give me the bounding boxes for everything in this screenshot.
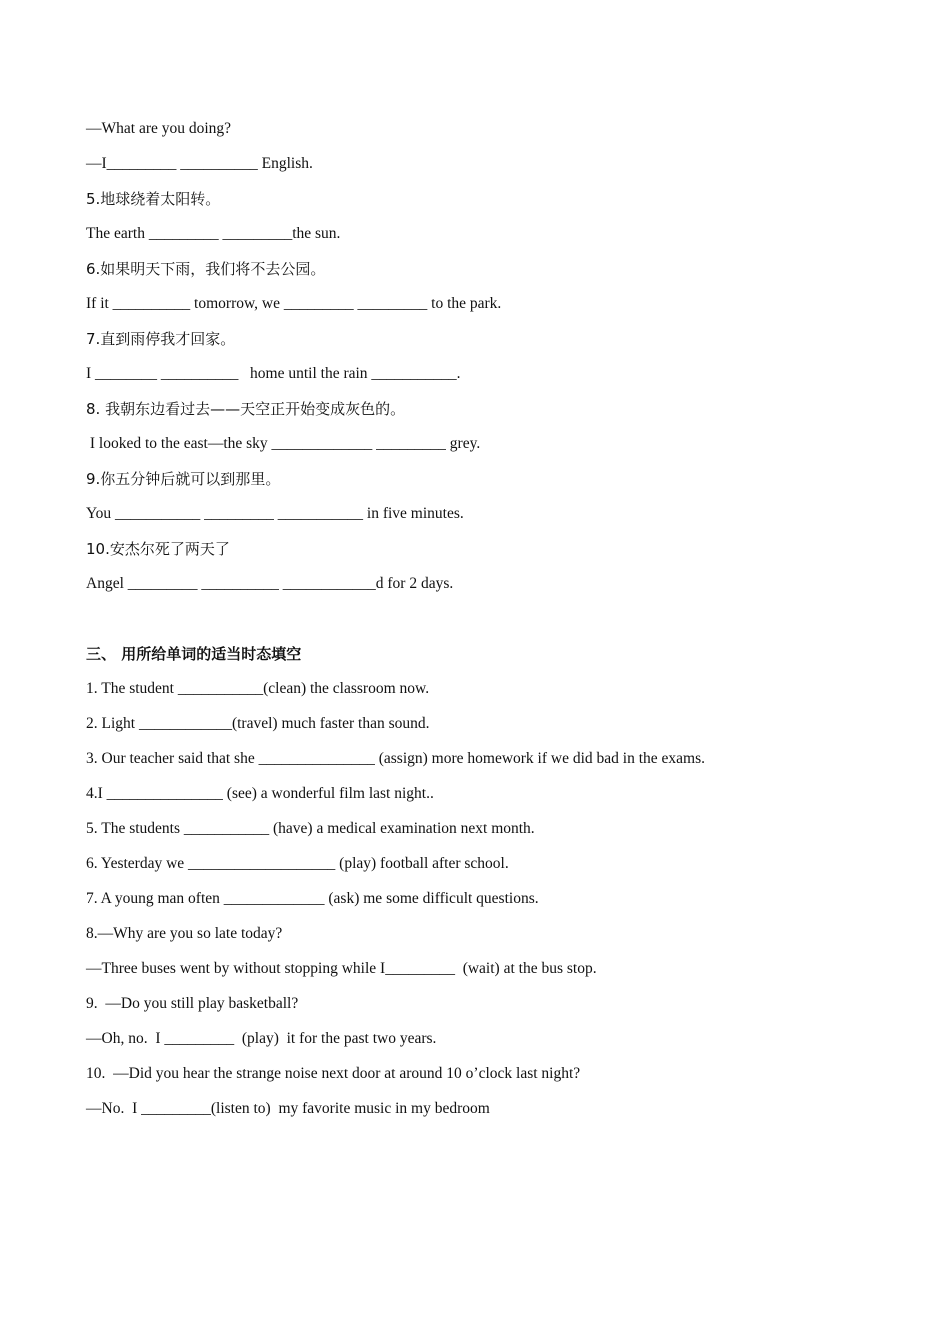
tense-item-9-question: 9. —Do you still play basketball?	[86, 995, 299, 1012]
tense-item-2: 2. Light ____________(travel) much faster than sound.	[86, 715, 430, 732]
dialog-question-line: —What are you doing?	[86, 120, 232, 137]
tense-item-7: 7. A young man often _____________ (ask) me some difficult questions.	[86, 890, 539, 907]
item-9-english: You ___________ _________ ___________ in five minutes.	[86, 505, 464, 522]
tense-item-5: 5. The students ___________ (have) a medical examination next month.	[86, 820, 535, 837]
tense-item-3: 3. Our teacher said that she _______________ (assign) more homework if we did bad in the exams.	[86, 750, 705, 767]
item-5-chinese: 5.地球绕着太阳转。	[86, 190, 221, 208]
tense-item-6: 6. Yesterday we ___________________ (play) football after school.	[86, 855, 509, 872]
section-3-heading: 三、 用所给单词的适当时态填空	[86, 645, 302, 663]
tense-item-10-question: 10. —Did you hear the strange noise next door at around 10 o’clock last night?	[86, 1065, 581, 1082]
tense-item-4: 4.I _______________ (see) a wonderful film last night..	[86, 785, 434, 802]
item-7-chinese: 7.直到雨停我才回家。	[86, 330, 236, 348]
item-10-english: Angel _________ __________ ____________d for 2 days.	[86, 575, 454, 592]
item-8-english: I looked to the east—the sky _____________ _________ grey.	[86, 435, 481, 452]
item-10-chinese: 10.安杰尔死了两天了	[86, 540, 230, 558]
tense-item-10-answer: —No. I _________(listen to) my favorite music in my bedroom	[86, 1100, 490, 1117]
item-6-chinese: 6.如果明天下雨，我们将不去公园。	[86, 260, 326, 278]
tense-item-1: 1. The student ___________(clean) the classroom now.	[86, 680, 430, 697]
item-8-chinese: 8. 我朝东边看过去——天空正开始变成灰色的。	[86, 400, 406, 418]
tense-item-9-answer: —Oh, no. I _________ (play) it for the past two years.	[86, 1030, 437, 1047]
item-9-chinese: 9.你五分钟后就可以到那里。	[86, 470, 281, 488]
item-7-english: I ________ __________ home until the rain ___________.	[86, 365, 461, 382]
tense-item-8-answer: —Three buses went by without stopping while I_________ (wait) at the bus stop.	[86, 960, 597, 977]
item-6-english: If it __________ tomorrow, we _________ _________ to the park.	[86, 295, 502, 312]
tense-item-8-question: 8.—Why are you so late today?	[86, 925, 283, 942]
item-5-english: The earth _________ _________the sun.	[86, 225, 341, 242]
dialog-answer-line: —I_________ __________ English.	[86, 155, 313, 172]
